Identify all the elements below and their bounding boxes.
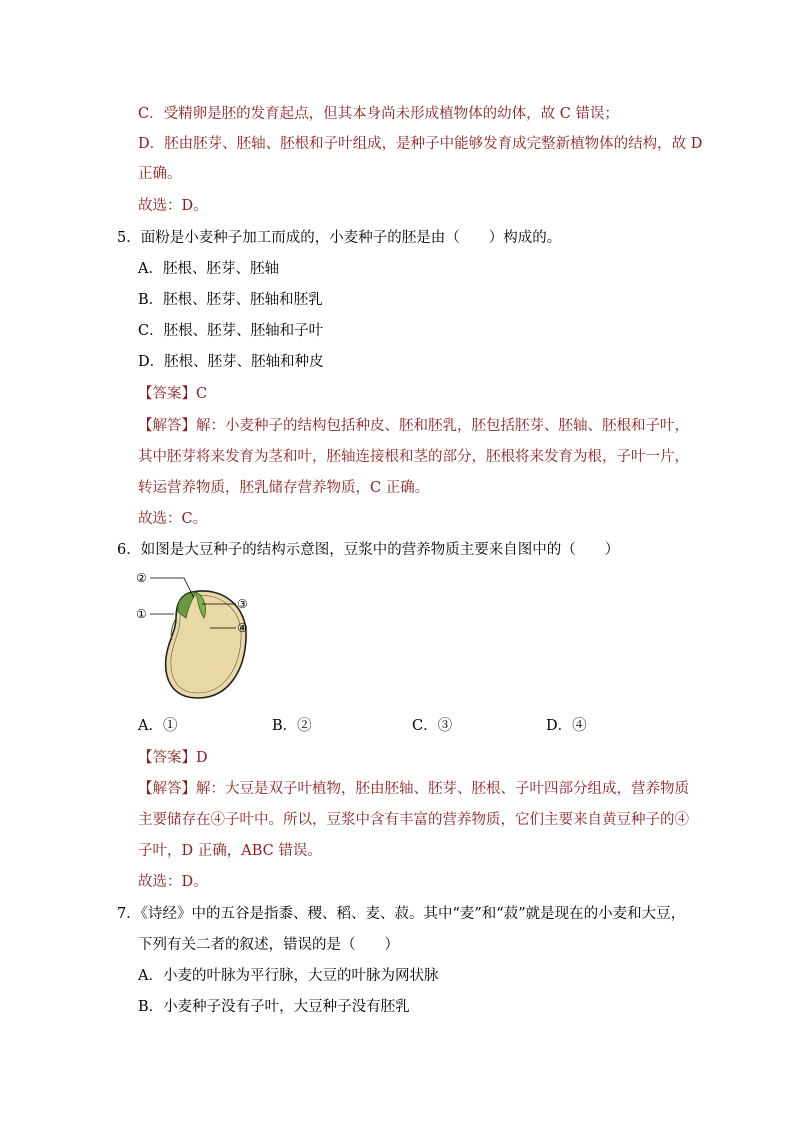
label-4: ④ <box>237 621 248 635</box>
q5-option-a: A．胚根、胚芽、胚轴 <box>138 261 279 277</box>
q6-option-b: B．② <box>272 718 312 734</box>
analysis-line-c: C．受精卵是胚的发育起点，但其本身尚未形成植物体的幼体，故 C 错误； <box>138 106 619 122</box>
soybean-seed-diagram <box>130 568 270 703</box>
q5-stem: 5．面粉是小麦种子加工而成的，小麦种子的胚是由（ ）构成的。 <box>117 230 562 246</box>
q6-answer <box>138 748 208 768</box>
q6-option-c: C．③ <box>412 718 453 734</box>
answer-value: D <box>196 750 208 766</box>
analysis-text: 解：大豆是双子叶植物，胚由胚轴、胚芽、胚根、子叶四部分组成，营养物质 <box>196 781 689 797</box>
q5-answer <box>138 384 207 404</box>
q5-analysis-2: 其中胚芽将来发育为茎和叶，胚轴连接根和茎的部分，胚根将来发育为根，子叶一片， <box>138 449 689 465</box>
analysis-line-d2: 正确。 <box>138 166 182 182</box>
q5-analysis-3: 转运营养物质，胚乳储存营养物质，C 正确。 <box>138 480 430 496</box>
q7-stem-1: 7．《诗经》中的五谷是指黍、稷、稻、麦、菽。其中“麦”和“菽”就是现在的小麦和大豆， <box>117 906 686 922</box>
label-1: ① <box>136 607 147 621</box>
select-line: 故选：D。 <box>138 198 208 214</box>
q6-stem: 6．如图是大豆种子的结构示意图，豆浆中的营养物质主要来自图中的（ ） <box>117 542 620 558</box>
q5-select: 故选：C。 <box>138 511 208 527</box>
q7-stem-2: 下列有关二者的叙述，错误的是（ ） <box>138 937 399 953</box>
analysis-line-d1: D．胚由胚芽、胚轴、胚根和子叶组成，是种子中能够发育成完整新植物体的结构，故 D <box>138 136 703 152</box>
answer-value: C <box>196 386 208 402</box>
q5-option-d: D．胚根、胚芽、胚轴和种皮 <box>138 354 324 370</box>
analysis-tag: 【解答】 <box>138 418 196 434</box>
q6-analysis-2: 主要储存在④子叶中。所以，豆浆中含有丰富的营养物质，它们主要来自黄豆种子的④ <box>138 812 689 828</box>
q5-option-b: B．胚根、胚芽、胚轴和胚乳 <box>138 292 323 308</box>
q6-analysis-3: 子叶，D 正确，ABC 错误。 <box>138 843 322 859</box>
label-3: ③ <box>237 597 248 611</box>
q5-option-c: C．胚根、胚芽、胚轴和子叶 <box>138 323 324 339</box>
q7-option-b: B．小麦种子没有子叶，大豆种子没有胚乳 <box>138 999 410 1015</box>
analysis-text: 解：小麦种子的结构包括种皮、胚和胚乳，胚包括胚芽、胚轴、胚根和子叶， <box>196 418 689 434</box>
q5-analysis-1 <box>138 416 689 436</box>
analysis-tag: 【解答】 <box>138 781 196 797</box>
answer-tag: 【答案】 <box>138 386 196 402</box>
q6-analysis-1 <box>138 779 689 799</box>
answer-tag: 【答案】 <box>138 750 196 766</box>
q6-select: 故选：D。 <box>138 874 208 890</box>
label-2: ② <box>136 571 147 585</box>
q6-option-a: A．① <box>138 718 178 734</box>
q7-option-a: A．小麦的叶脉为平行脉，大豆的叶脉为网状脉 <box>138 968 439 984</box>
q6-option-d: D．④ <box>546 718 587 734</box>
